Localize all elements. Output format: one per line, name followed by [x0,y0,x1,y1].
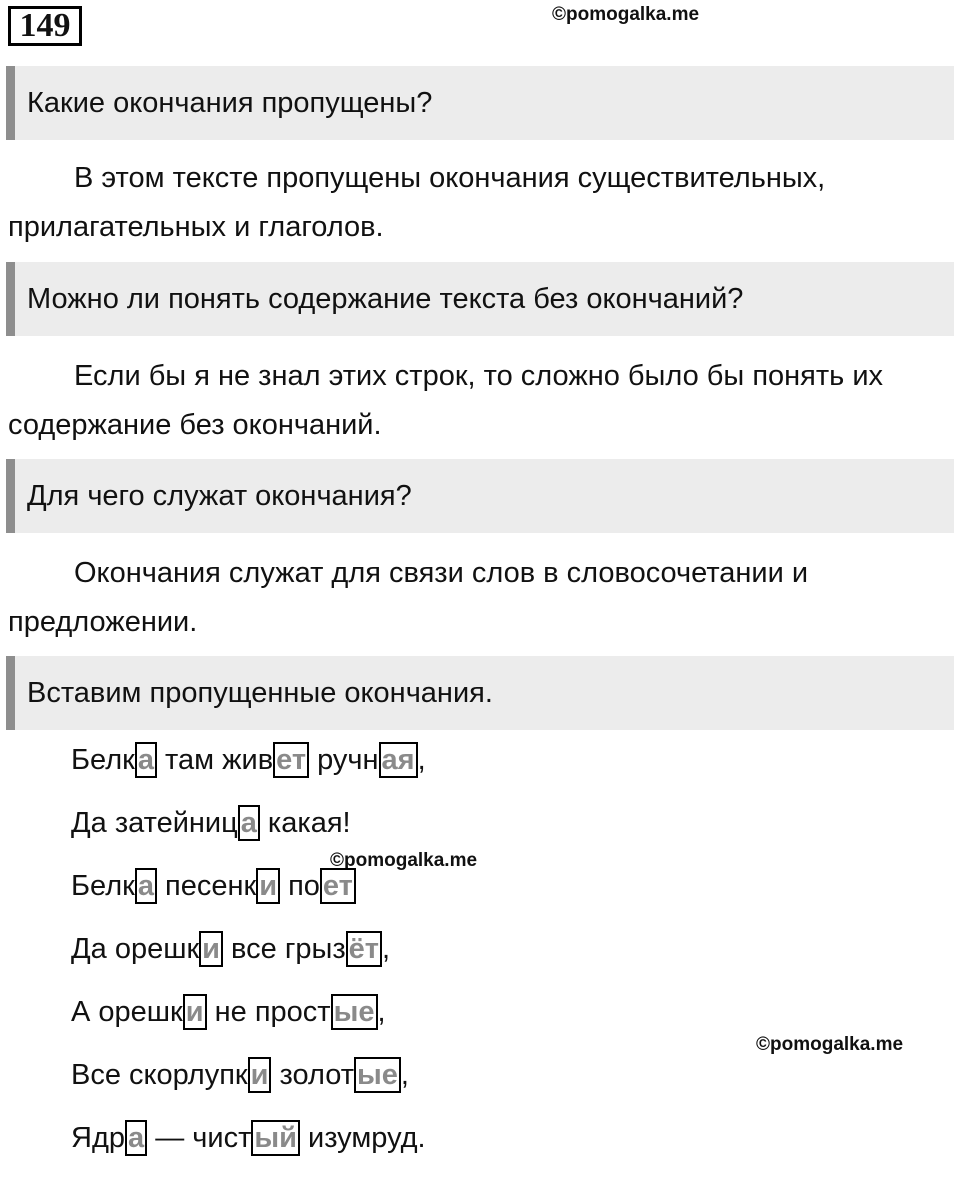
poem-line [71,805,426,841]
question-heading: Вставим пропущенные окончания. [6,656,954,730]
poem-text: Да затейниц [71,807,238,839]
poem-text: Белк [71,744,135,776]
poem-text: Все скорлупк [71,1059,248,1091]
watermark: ©pomogalka.me [756,1034,904,1055]
inserted-ending: а [135,868,157,904]
inserted-ending: ая [379,742,418,778]
watermark: ©pomogalka.me [330,850,478,871]
answer-paragraph: Если бы я не знал этих строк, то сложно было бы понять их содержание без окончаний. [8,360,884,441]
poem-text: А орешк [71,996,183,1028]
poem-text: , [400,1059,409,1091]
poem-line [71,868,426,904]
poem-text: Ядр [71,1122,125,1154]
poem-text: не прост [206,996,331,1028]
task-number: 149 [8,6,82,46]
answer-paragraph: Окончания служат для связи слов в словосочетании и предложении. [8,557,809,638]
poem-text: там жив [156,744,274,776]
inserted-ending: ет [273,742,309,778]
question-heading: Можно ли понять содержание текста без окончаний? [6,262,954,336]
inserted-ending: а [125,1120,147,1156]
poem-line [71,1120,426,1156]
inserted-ending: и [248,1057,272,1093]
poem-text: , [377,996,386,1028]
inserted-ending: ый [251,1120,300,1156]
poem-text: , [417,744,426,776]
poem-text: , [382,933,391,965]
poem-text: все грыз [223,933,346,965]
poem-text: золот [271,1059,354,1091]
poem-text: ручн [309,744,379,776]
inserted-ending: и [183,994,207,1030]
inserted-ending: и [256,868,280,904]
watermark: ©pomogalka.me [552,4,700,25]
inserted-ending: ые [354,1057,401,1093]
inserted-ending: ет [320,868,356,904]
poem-text: Белк [71,870,135,902]
question-heading: Для чего служат окончания? [6,459,954,533]
poem-text: Да орешк [71,933,200,965]
poem [71,742,426,1183]
poem-line [71,1057,426,1093]
poem-text: изумруд. [299,1122,426,1154]
inserted-ending: и [199,931,223,967]
inserted-ending: а [238,805,260,841]
inserted-ending: а [135,742,157,778]
poem-text: по [280,870,320,902]
inserted-ending: ёт [346,931,382,967]
answer-paragraph: В этом тексте пропущены окончания существительных, прилагательных и глаголов. [8,162,826,243]
poem-line [71,742,426,778]
poem-text: песенк [156,870,257,902]
inserted-ending: ые [331,994,378,1030]
poem-line [71,994,426,1030]
poem-text: — чист [147,1122,252,1154]
question-heading: Какие окончания пропущены? [6,66,954,140]
poem-text: какая! [259,807,351,839]
poem-line [71,931,426,967]
